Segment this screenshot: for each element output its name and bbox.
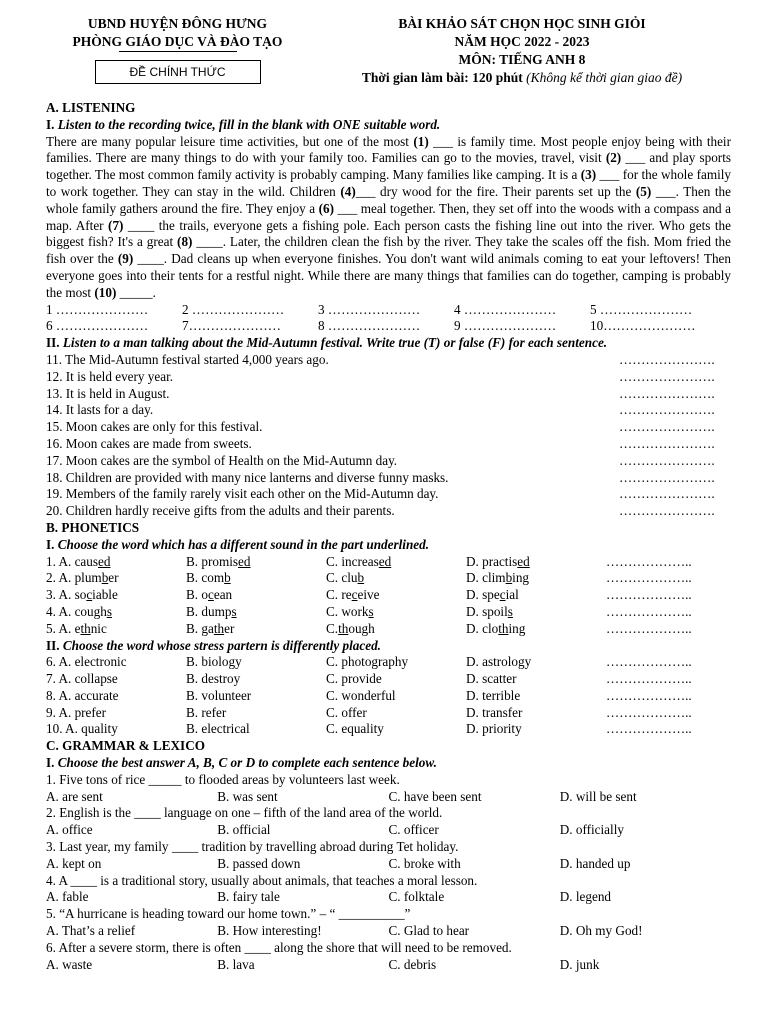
exam-title: BÀI KHẢO SÁT CHỌN HỌC SINH GIỎI <box>398 16 646 31</box>
word-part: 5. A. e <box>46 620 81 636</box>
option-d[interactable] <box>466 554 606 571</box>
tf-row <box>46 503 731 520</box>
option-a[interactable] <box>46 621 186 638</box>
tf-statement: 17. Moon cakes are the symbol of Health on the Mid-Autumn day. <box>46 452 398 468</box>
answer-options <box>46 789 731 806</box>
listening-part1-instruction: I. Listen to the recording twice, fill in the blank with ONE suitable word. <box>46 116 441 132</box>
answer-blank[interactable]: ……………….. <box>606 721 692 737</box>
answer-option[interactable]: C. broke with <box>388 855 461 871</box>
option-a[interactable]: 9. A. prefer <box>46 704 107 720</box>
word-part: B. o <box>186 587 208 603</box>
district-name: UBND HUYỆN ĐÔNG HƯNG <box>87 16 268 31</box>
answer-option[interactable]: A. are sent <box>46 788 103 804</box>
answer-options <box>46 889 731 906</box>
underlined-part: c <box>86 587 93 603</box>
word-part: eive <box>357 587 380 603</box>
answer-option[interactable]: D. legend <box>559 889 612 905</box>
underlined-part: ed <box>378 553 392 569</box>
section-grammar-title: C. GRAMMAR & LEXICO <box>46 738 205 754</box>
option-a[interactable]: 6. A. electronic <box>46 654 127 670</box>
tf-answer-blank[interactable]: …………………. <box>619 469 715 485</box>
answer-blank[interactable]: ……………….. <box>606 687 692 703</box>
tf-statement: 16. Moon cakes are made from sweets. <box>46 435 252 451</box>
option-b[interactable] <box>186 621 326 638</box>
tf-statement: 12. It is held every year. <box>46 368 174 384</box>
option-d[interactable] <box>466 621 606 638</box>
answer-option[interactable]: B. lava <box>217 956 255 972</box>
header-left <box>40 15 315 84</box>
tf-answer-blank[interactable]: …………………. <box>619 402 715 418</box>
option-b[interactable]: B. biology <box>186 654 242 670</box>
answer-blank[interactable]: 2 ………………… <box>182 301 285 317</box>
answer-line-1 <box>46 302 731 319</box>
answer-option[interactable]: D. will be sent <box>559 788 637 804</box>
answer-blank[interactable]: 9 ………………… <box>454 318 557 334</box>
tf-answer-blank[interactable]: …………………. <box>619 351 715 367</box>
tf-statement: 14. It lasts for a day. <box>46 402 154 418</box>
phonetics-row <box>46 587 731 604</box>
answer-option[interactable]: A. office <box>46 822 93 838</box>
phonetics-row <box>46 554 731 571</box>
time-limit: Thời gian làm bài: 120 phút (Không kể thời gian giao đề) <box>361 70 683 85</box>
option-d[interactable] <box>466 570 606 587</box>
tf-row <box>46 386 731 403</box>
option-a[interactable]: 8. A. accurate <box>46 687 119 703</box>
underlined-part: th <box>338 620 349 636</box>
option-c[interactable]: C. photography <box>326 654 409 670</box>
question-text: 1. Five tons of rice _____ to flooded areas by volunteers last week. <box>46 771 400 787</box>
tf-answer-blank[interactable]: …………………. <box>619 486 715 502</box>
option-a[interactable]: 7. A. collapse <box>46 671 118 687</box>
underlined-part: c <box>499 587 506 603</box>
tf-statement: 15. Moon cakes are only for this festival. <box>46 419 263 435</box>
word-part: C. work <box>326 603 369 619</box>
underlined-part: c <box>351 587 358 603</box>
answer-options <box>46 957 731 974</box>
tf-answer-blank[interactable]: …………………. <box>619 452 715 468</box>
phonetics-row <box>46 621 731 638</box>
word-part: 4. A. cough <box>46 603 107 619</box>
underlined-part: b <box>357 570 365 586</box>
option-c[interactable] <box>326 604 466 621</box>
answer-option[interactable]: D. officially <box>559 822 624 838</box>
answer-line-2 <box>46 318 731 335</box>
tf-row <box>46 470 731 487</box>
option-c[interactable] <box>326 554 466 571</box>
question-text: 5. “A hurricane is heading toward our home town.” – “ __________” <box>46 906 411 922</box>
stress-row <box>46 671 731 688</box>
answer-blank[interactable]: ……………….. <box>606 654 692 670</box>
option-b[interactable]: B. volunteer <box>186 687 252 703</box>
tf-answer-blank[interactable]: …………………. <box>619 385 715 401</box>
answer-blank[interactable]: 8 ………………… <box>318 318 421 334</box>
answer-option[interactable]: C. officer <box>388 822 439 838</box>
option-d[interactable]: D. terrible <box>466 687 521 703</box>
tf-answer-blank[interactable]: …………………. <box>619 419 715 435</box>
underlined-part: b <box>224 570 231 586</box>
option-b[interactable]: B. refer <box>186 704 227 720</box>
option-c[interactable]: C. provide <box>326 671 382 687</box>
underlined-part: b <box>505 570 513 586</box>
tf-statement: 19. Members of the family rarely visit each other on the Mid-Autumn day. <box>46 486 439 502</box>
answer-option[interactable]: B. official <box>217 822 271 838</box>
listening-part2-instruction: II. Listen to a man talking about the Mid-Autumn festival. Write true (T) or false (F) for each sentence. <box>46 335 608 351</box>
option-b[interactable] <box>186 570 326 587</box>
word-part: nic <box>90 620 107 636</box>
word-part: B. dump <box>186 603 232 619</box>
word-part: ough <box>348 620 375 636</box>
tf-row <box>46 436 731 453</box>
underlined-part: th <box>80 620 91 636</box>
option-d[interactable] <box>466 604 606 621</box>
answer-blank[interactable]: ……………….. <box>606 587 692 603</box>
answer-blank[interactable]: 7………………… <box>182 318 281 334</box>
word-part: er <box>224 620 235 636</box>
option-b[interactable] <box>186 587 326 604</box>
word-part: 2. A. plum <box>46 570 102 586</box>
stress-question-list <box>46 654 731 738</box>
answer-option[interactable]: A. That’s a relief <box>46 923 136 939</box>
option-c[interactable] <box>326 621 466 638</box>
word-part: B. promis <box>186 553 239 569</box>
option-d[interactable]: D. priority <box>466 721 522 737</box>
answer-option[interactable]: D. Oh my God! <box>559 923 643 939</box>
underlined-part: b <box>101 570 109 586</box>
option-c[interactable]: C. equality <box>326 721 384 737</box>
word-part: C. re <box>326 587 352 603</box>
section-listening-title: A. LISTENING <box>46 100 136 115</box>
option-d[interactable]: D. scatter <box>466 671 517 687</box>
tf-statement: 11. The Mid-Autumn festival started 4,000 years ago. <box>46 351 329 367</box>
word-part: C. <box>326 620 339 636</box>
answer-blank[interactable]: 3 ………………… <box>318 301 421 317</box>
tf-statement: 13. It is held in August. <box>46 385 170 401</box>
option-b[interactable] <box>186 604 326 621</box>
tf-row <box>46 402 731 419</box>
answer-blank[interactable]: 6 ………………… <box>46 318 149 334</box>
sound-question-list <box>46 554 731 638</box>
department-name: PHÒNG GIÁO DỤC VÀ ĐÀO TẠO <box>72 34 283 49</box>
option-a[interactable] <box>46 570 186 587</box>
answer-blank[interactable]: ……………….. <box>606 620 692 636</box>
underlined-part: c <box>207 587 214 603</box>
word-part: ial <box>505 587 519 603</box>
answer-option[interactable]: C. debris <box>388 956 437 972</box>
question-text: 4. A ____ is a traditional story, usually about animals, that teaches a moral lesson. <box>46 872 478 888</box>
answer-option[interactable]: C. Glad to hear <box>388 923 470 939</box>
underlined-part: s <box>231 603 237 619</box>
option-c[interactable] <box>326 587 466 604</box>
answer-options <box>46 856 731 873</box>
word-part: B. ga <box>186 620 214 636</box>
option-b[interactable]: B. destroy <box>186 671 241 687</box>
word-part: D. clo <box>466 620 499 636</box>
answer-blank[interactable]: ……………….. <box>606 603 692 619</box>
header-right <box>322 15 722 87</box>
stress-row <box>46 721 731 738</box>
option-c[interactable]: C. wonderful <box>326 687 396 703</box>
answer-option[interactable]: C. folktale <box>388 889 445 905</box>
word-part: D. clim <box>466 570 506 586</box>
question-text: 6. After a severe storm, there is often ____ along the shore that will need to be removed. <box>46 939 512 955</box>
option-c[interactable]: C. offer <box>326 704 367 720</box>
underlined-part: s <box>106 603 112 619</box>
answer-option[interactable]: C. have been sent <box>388 788 482 804</box>
phonetics-part2-instruction: II. Choose the word whose stress partern is differently placed. <box>46 637 381 653</box>
option-a[interactable] <box>46 587 186 604</box>
answer-blank[interactable]: 4 ………………… <box>454 301 557 317</box>
tf-row <box>46 369 731 386</box>
underlined-part: s <box>368 603 374 619</box>
multiple-choice-list <box>46 772 731 974</box>
grammar-part1-instruction: I. Choose the best answer A, B, C or D to complete each sentence below. <box>46 755 437 771</box>
phonetics-row <box>46 604 731 621</box>
answer-option[interactable]: B. How interesting! <box>217 923 322 939</box>
stress-row <box>46 705 731 722</box>
school-year: NĂM HỌC 2022 - 2023 <box>454 34 590 49</box>
official-exam-box: ĐỀ CHÍNH THỨC <box>95 60 261 84</box>
option-c[interactable] <box>326 570 466 587</box>
answer-option[interactable]: B. passed down <box>217 855 301 871</box>
word-part: D. practis <box>466 553 518 569</box>
stress-row <box>46 688 731 705</box>
underlined-part: ed <box>98 553 111 569</box>
listening-passage: There are many popular leisure time activities, but one of the most (1) ___ is family time. Most people enjoy being with their families. There are many things to do with your family too. Families can go to the movies, travel, visit (2) ___ and play sports together. The most common family activity is probably camping. Many families like camping. It is a (3) ___ for the whole family to work together. They can stay in the wild. Children (4)___ dry wood for the fire. Their parents set up the (5) ___. Then the whole family gathers around the fire. They enjoy a (6) ___ meal together. Then, they set off into the woods with a compass and a map. After (7) ____ the trails, everyone gets a fishing pole. Each person casts the fishing line out into the river. Who gets the biggest fish? It's a great (8) ____. Later, the children clean the fish by the river. They take the scales off the fish. Mom fried the fish over the (9) ____. Dad cleans up when everyone finishes. You don't want wild animals coming to eat your leftovers! Then everyone goes into their tents for a restful night. While there are many things that families can do together, camping is probably the most (10) _____. <box>46 133 731 300</box>
answer-option[interactable]: A. kept on <box>46 855 102 871</box>
answer-options <box>46 822 731 839</box>
word-part: ing <box>508 620 526 636</box>
option-a[interactable]: 10. A. quality <box>46 721 118 737</box>
tf-row <box>46 419 731 436</box>
word-part: 3. A. so <box>46 587 87 603</box>
answer-option[interactable]: A. fable <box>46 889 89 905</box>
true-false-list <box>46 352 731 520</box>
answer-options <box>46 923 731 940</box>
option-d[interactable]: D. astrology <box>466 654 532 670</box>
option-a[interactable] <box>46 604 186 621</box>
question-text: 2. English is the ____ language on one – fifth of the land area of the world. <box>46 805 443 821</box>
word-part: D. spe <box>466 587 500 603</box>
word-part: ing <box>512 570 530 586</box>
option-a[interactable] <box>46 554 186 571</box>
tf-statement: 20. Children hardly receive gifts from the adults and their parents. <box>46 503 395 519</box>
subject: MÔN: TIẾNG ANH 8 <box>458 52 586 67</box>
answer-blank[interactable]: ……………….. <box>606 671 692 687</box>
answer-option[interactable]: B. fairy tale <box>217 889 280 905</box>
tf-answer-blank[interactable]: …………………. <box>619 368 715 384</box>
word-part: B. com <box>186 570 225 586</box>
underlined-part: th <box>498 620 509 636</box>
phonetics-row <box>46 570 731 587</box>
word-part: C. clu <box>326 570 358 586</box>
option-d[interactable]: D. transfer <box>466 704 523 720</box>
answer-option[interactable]: D. handed up <box>559 855 631 871</box>
stress-row <box>46 654 731 671</box>
underlined-part: ed <box>517 553 530 569</box>
answer-option[interactable]: B. was sent <box>217 788 278 804</box>
tf-row <box>46 486 731 503</box>
underlined-part: s <box>507 603 513 619</box>
tf-row <box>46 453 731 470</box>
tf-answer-blank[interactable]: …………………. <box>619 435 715 451</box>
option-b[interactable] <box>186 554 326 571</box>
word-part: er <box>108 570 119 586</box>
word-part: ean <box>213 587 233 603</box>
answer-blank[interactable]: 1 ………………… <box>46 301 149 317</box>
answer-blank[interactable]: ……………….. <box>606 553 692 569</box>
tf-row <box>46 352 731 369</box>
underlined-part: ed <box>238 553 251 569</box>
exam-content <box>46 100 731 973</box>
word-part: 1. A. caus <box>46 553 99 569</box>
tf-statement: 18. Children are provided with many nice lanterns and diverse funny masks. <box>46 469 449 485</box>
word-part: D. spoil <box>466 603 508 619</box>
answer-blank[interactable]: ……………….. <box>606 704 692 720</box>
section-phonetics-title: B. PHONETICS <box>46 519 140 535</box>
answer-blank[interactable]: 10………………… <box>590 318 696 334</box>
word-part: iable <box>92 587 118 603</box>
tf-answer-blank[interactable]: …………………. <box>619 503 715 519</box>
phonetics-part1-instruction: I. Choose the word which has a different sound in the part underlined. <box>46 536 430 552</box>
option-b[interactable]: B. electrical <box>186 721 250 737</box>
underlined-part: th <box>213 620 225 636</box>
option-d[interactable] <box>466 587 606 604</box>
header-rule <box>119 51 237 52</box>
question-text: 3. Last year, my family ____ tradition by travelling abroad during Tet holiday. <box>46 839 459 855</box>
word-part: C. increas <box>326 553 379 569</box>
answer-blank[interactable]: 5 ………………… <box>590 301 693 317</box>
answer-option[interactable]: D. junk <box>559 956 600 972</box>
answer-option[interactable]: A. waste <box>46 956 93 972</box>
answer-blank[interactable]: ……………….. <box>606 570 692 586</box>
